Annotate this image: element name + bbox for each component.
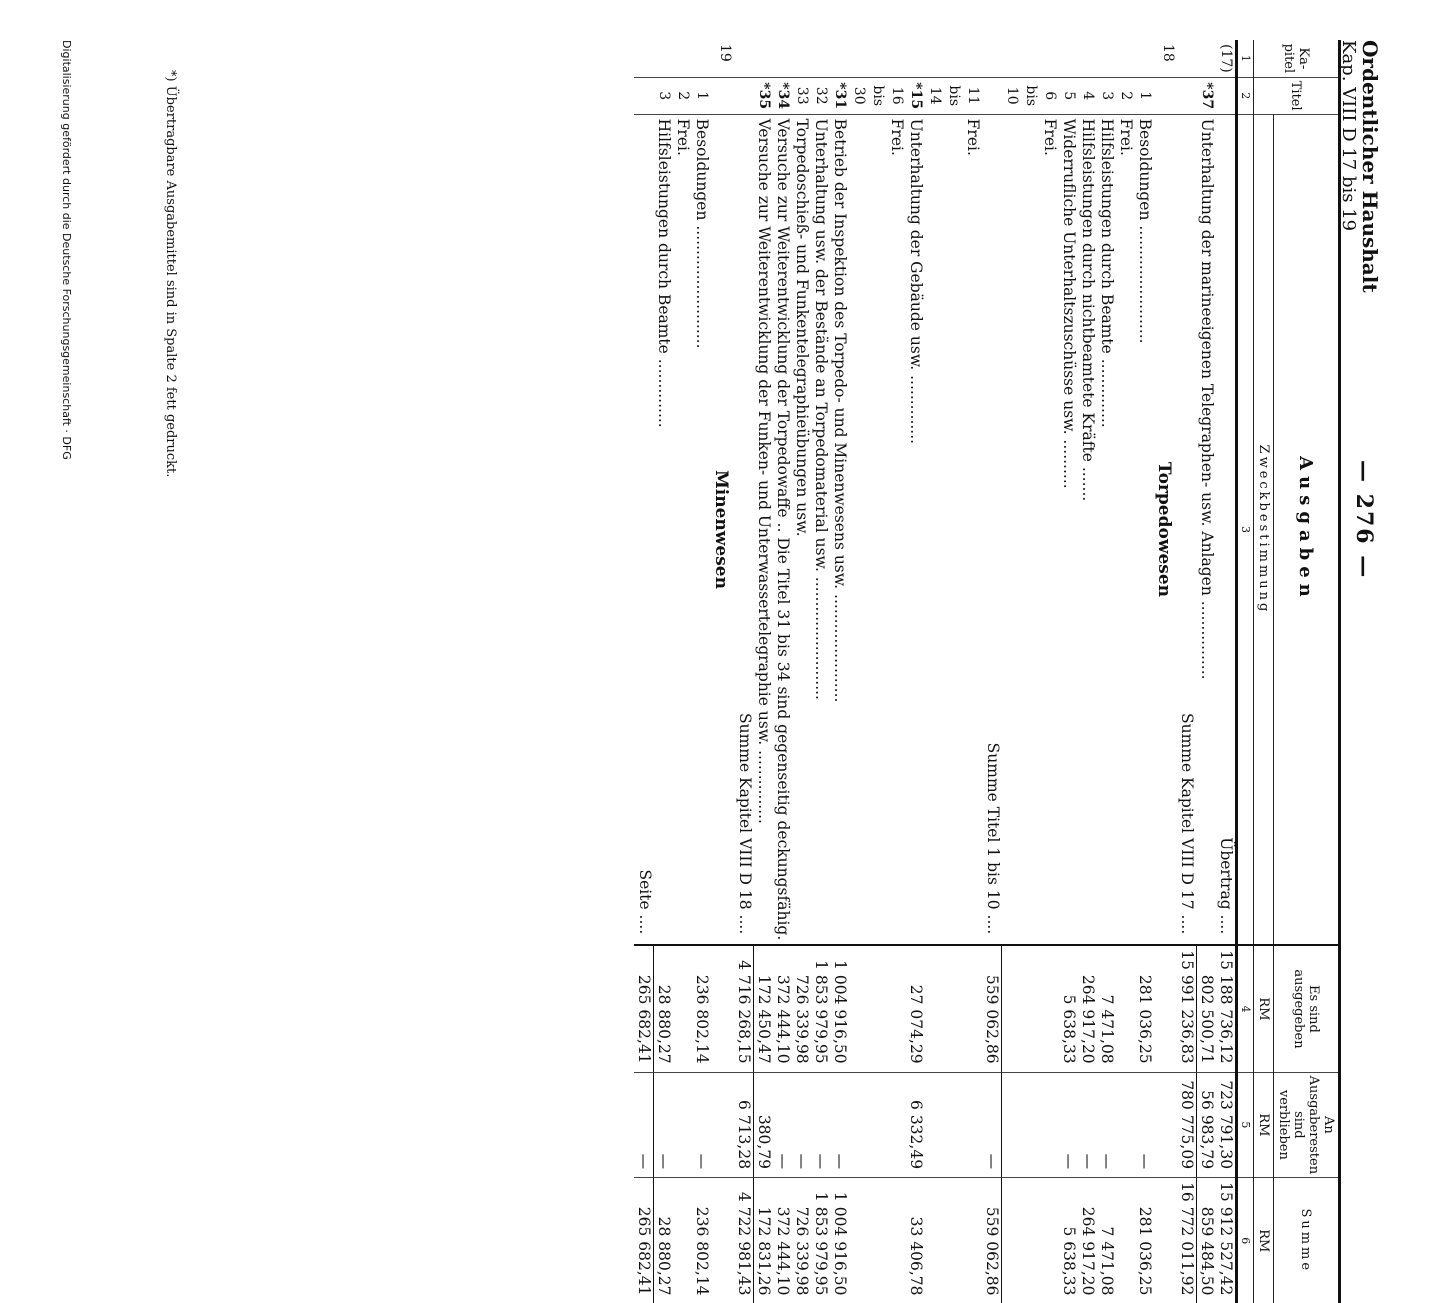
summe-cell: [712, 1178, 735, 1303]
ausgegeben-cell: 1 004 916,50: [831, 945, 850, 1072]
ausgabereste-cell: [1002, 1072, 1059, 1177]
kapitel-cell: [674, 40, 693, 77]
summe-cell: 859 484,50: [1197, 1178, 1217, 1303]
ausgegeben-cell: [1154, 945, 1177, 1072]
description-cell: Hilfsleistungen durch Beamte ..............: [654, 114, 674, 945]
table-row: [635, 40, 655, 1303]
description-cell: Summe Titel 1 bis 10 ....: [983, 114, 1003, 945]
budget-table: [635, 40, 1342, 1303]
ausgabereste-cell: 780 775,09: [1177, 1072, 1197, 1177]
summe-cell: 33 406,78: [907, 1178, 926, 1303]
document-header: [1337, 40, 1381, 293]
table-row: [674, 40, 693, 1303]
table-row: [654, 40, 674, 1303]
ausgabereste-cell: [926, 1072, 983, 1177]
ausgegeben-cell: [712, 945, 735, 1072]
description-cell: Widerrufliche Unterhaltszuschüsse usw. ..........: [1059, 114, 1078, 945]
kapitel-cell: [1116, 40, 1135, 77]
table-row: [1116, 40, 1135, 1303]
titel-cell: *35: [754, 77, 774, 114]
titel-cell: 3: [1097, 77, 1116, 114]
ausgegeben-cell: 372 444,10: [774, 945, 793, 1072]
summe-cell: 281 036,25: [1135, 1178, 1154, 1303]
description-cell: Unterhaltung der Gebäude usw. ..............: [907, 114, 926, 945]
unit-rm-6: RM: [1254, 1178, 1274, 1303]
rotated-document-page: [60, 40, 1383, 1296]
digitization-credit: Digitalisierung gefördert durch die Deutsche Forschungsgemeinschaft · DFG: [60, 40, 73, 460]
table-row: [735, 40, 755, 1303]
ausgabereste-cell: 6 713,28: [735, 1072, 755, 1177]
kapitel-cell: (17): [1218, 44, 1234, 73]
ausgabereste-cell: —: [774, 1072, 793, 1177]
titel-cell: 1: [1135, 77, 1154, 114]
table-row: [774, 40, 793, 1303]
kapitel-cell: [635, 40, 655, 77]
ausgegeben-cell: 559 062,86: [983, 945, 1003, 1072]
kapitel-cell: [1059, 40, 1078, 77]
titel-cell: [1177, 77, 1197, 114]
description-cell: Versuche zur Weiterentwicklung der Torpedowaffe .. Die Titel 31 bis 34 sind gegenseitig deckungsfähig.: [774, 114, 793, 945]
ausgabereste-cell: —: [983, 1072, 1003, 1177]
col-zweckbestimmung-header: Zweckbestimmung: [1254, 114, 1274, 945]
col-number-1: 1: [1237, 40, 1254, 77]
ausgegeben-cell: 236 802,14: [693, 945, 712, 1072]
summe-cell: 172 831,26: [754, 1178, 774, 1303]
titel-cell: [712, 77, 735, 114]
ausgegeben-cell: 15 991 236,83: [1177, 945, 1197, 1072]
titel-cell: *37: [1197, 77, 1217, 114]
table-row: [712, 40, 735, 1303]
col-kapitel-header: Ka-pitel: [1254, 40, 1340, 77]
titel-cell: *31: [831, 77, 850, 114]
description-cell: Unterhaltung der marineeigenen Telegraphen- usw. Anlagen ................: [1197, 114, 1217, 945]
description-cell: Frei.: [850, 114, 907, 945]
description-cell: Frei.: [1116, 114, 1135, 945]
table-row: [983, 40, 1003, 1303]
titel-cell: 32: [812, 77, 831, 114]
ausgegeben-cell: 265 682,41: [635, 945, 655, 1072]
description-cell: Besoldungen .........................: [693, 114, 712, 945]
description-cell: Unterhaltung usw. der Bestände an Torpedomaterial usw. .........................: [812, 114, 831, 945]
ausgabereste-cell: —: [812, 1072, 831, 1177]
ausgabereste-cell: —: [831, 1072, 850, 1177]
table-row: [1135, 40, 1154, 1303]
document-title: Ordentlicher Haushalt: [1358, 40, 1382, 293]
ausgabereste-cell: —: [793, 1072, 812, 1177]
summe-cell: 15 912 527,42: [1216, 1178, 1237, 1303]
table-row: [754, 40, 774, 1303]
ausgegeben-cell: 726 339,98: [793, 945, 812, 1072]
table-row: [1197, 40, 1217, 1303]
ausgabereste-cell: —: [1078, 1072, 1097, 1177]
kapitel-cell: [831, 40, 850, 77]
table-row: [831, 40, 850, 1303]
kapitel-cell: [1097, 40, 1116, 77]
summe-cell: 236 802,14: [693, 1178, 712, 1303]
table-row: [812, 40, 831, 1303]
ausgabereste-cell: [850, 1072, 907, 1177]
col-ausgaben-header: Ausgaben: [1274, 114, 1340, 945]
unit-rm-4: RM: [1254, 945, 1274, 1072]
table-row: [1059, 40, 1078, 1303]
ausgegeben-cell: [1002, 945, 1059, 1072]
ausgabereste-cell: [1116, 1072, 1135, 1177]
ausgabereste-cell: 6 332,49: [907, 1072, 926, 1177]
summe-cell: [674, 1178, 693, 1303]
table-row: [793, 40, 812, 1303]
kapitel-cell: [735, 40, 755, 77]
kapitel-cell: [1197, 40, 1217, 77]
table-row: [1216, 40, 1237, 1303]
titel-cell: 3: [654, 77, 674, 114]
kapitel-cell: [983, 40, 1003, 77]
titel-cell: [983, 77, 1003, 114]
description-cell: Hilfsleistungen durch nichtbeamtete Kräfte .......: [1078, 114, 1097, 945]
kapitel-cell: [654, 40, 674, 77]
description-cell: Torpedoschieß- und Funkentelegraphieübungen usw.: [793, 114, 812, 945]
summe-cell: [926, 1178, 983, 1303]
ausgabereste-cell: —: [1097, 1072, 1116, 1177]
table-row: [1097, 40, 1116, 1303]
summe-cell: 7 471,08: [1097, 1178, 1116, 1303]
ausgabereste-cell: [712, 1072, 735, 1177]
titel-cell: 11 bis 14: [926, 77, 983, 114]
titel-cell: 2: [1116, 77, 1135, 114]
kapitel-cell: [907, 40, 926, 77]
titel-cell: 1: [693, 77, 712, 114]
table-row: [1002, 40, 1059, 1303]
budget-table-body: [635, 40, 1237, 1303]
col-number-5: 5: [1237, 1072, 1254, 1177]
titel-cell: [735, 77, 755, 114]
ausgegeben-cell: 4 716 268,15: [735, 945, 755, 1072]
col-titel-header: Titel: [1254, 77, 1340, 114]
ausgabereste-cell: [1154, 1072, 1177, 1177]
titel-cell: 6 bis 10: [1002, 77, 1059, 114]
ausgegeben-cell: 1 853 979,95: [812, 945, 831, 1072]
description-cell: Seite ....: [635, 114, 655, 945]
ausgabereste-cell: —: [654, 1072, 674, 1177]
description-cell: Versuche zur Weiterentwicklung der Funken- und Unterwassertelegraphie usw. ...............: [754, 114, 774, 945]
ausgabereste-cell: [674, 1072, 693, 1177]
titel-cell: 4: [1078, 77, 1097, 114]
kapitel-cell: [926, 40, 983, 77]
summe-cell: 372 444,10: [774, 1178, 793, 1303]
page-number: — 276 —: [1351, 460, 1377, 580]
summe-cell: 16 772 011,92: [1177, 1178, 1197, 1303]
titel-cell: [1154, 77, 1177, 114]
description-cell: Frei.: [926, 114, 983, 945]
ausgegeben-cell: 27 074,29: [907, 945, 926, 1072]
ausgegeben-cell: 802 500,71: [1197, 945, 1217, 1072]
kapitel-cell: [1135, 40, 1154, 77]
ausgegeben-cell: 172 450,47: [754, 945, 774, 1072]
kapitel-cell: 19: [717, 44, 734, 62]
kapitel-cell: [693, 40, 712, 77]
summe-cell: 264 917,20: [1078, 1178, 1097, 1303]
description-cell: Summe Kapitel VIII D 17 ....: [1177, 114, 1197, 945]
summe-cell: 4 722 981,43: [735, 1178, 755, 1303]
summe-cell: 265 682,41: [635, 1178, 655, 1303]
description-cell: Hilfsleistungen durch Beamte ..............: [1097, 114, 1116, 945]
document-subtitle: Kap. VIII D 17 bis 19: [1338, 40, 1359, 232]
titel-cell: 5: [1059, 77, 1078, 114]
titel-cell: [1216, 77, 1237, 114]
summe-cell: 1 853 979,95: [812, 1178, 831, 1303]
titel-cell: [635, 77, 655, 114]
ausgegeben-cell: 28 880,27: [654, 945, 674, 1072]
ausgegeben-cell: [850, 945, 907, 1072]
col-number-3: 3: [1237, 114, 1254, 945]
table-row: [850, 40, 907, 1303]
ausgabereste-cell: —: [1135, 1072, 1154, 1177]
col-number-6: 6: [1237, 1178, 1254, 1303]
kapitel-cell: [1002, 40, 1059, 77]
ausgegeben-cell: 15 188 736,12: [1216, 945, 1237, 1072]
ausgegeben-cell: 7 471,08: [1097, 945, 1116, 1072]
col-number-2: 2: [1237, 77, 1254, 114]
kapitel-cell: [850, 40, 907, 77]
footnote: *) Übertragbare Ausgabemittel sind in Spalte 2 fett gedruckt.: [163, 70, 178, 478]
summe-cell: 559 062,86: [983, 1178, 1003, 1303]
ausgegeben-cell: 264 917,20: [1078, 945, 1097, 1072]
kapitel-cell: 18: [1160, 44, 1176, 62]
titel-cell: *34: [774, 77, 793, 114]
ausgabereste-cell: —: [635, 1072, 655, 1177]
summe-cell: [1116, 1178, 1135, 1303]
table-row: [907, 40, 926, 1303]
kapitel-cell: [812, 40, 831, 77]
kapitel-cell: [793, 40, 812, 77]
table-row: [1078, 40, 1097, 1303]
ausgegeben-cell: 281 036,25: [1135, 945, 1154, 1072]
kapitel-cell: [1177, 40, 1197, 77]
ausgegeben-cell: [674, 945, 693, 1072]
summe-cell: 1 004 916,50: [831, 1178, 850, 1303]
ausgabereste-cell: 380,79: [754, 1072, 774, 1177]
titel-cell: 2: [674, 77, 693, 114]
ausgegeben-cell: [926, 945, 983, 1072]
ausgabereste-cell: —: [693, 1072, 712, 1177]
ausgegeben-cell: [1116, 945, 1135, 1072]
kapitel-cell: [774, 40, 793, 77]
titel-cell: *15: [907, 77, 926, 114]
titel-cell: 16 bis 30: [850, 77, 907, 114]
col-ausgabereste-header: An Ausgaberesten sind verblieben: [1274, 1072, 1340, 1177]
summe-cell: 726 339,98: [793, 1178, 812, 1303]
ausgegeben-cell: 5 638,33: [1059, 945, 1078, 1072]
description-cell: Übertrag ....: [1216, 114, 1237, 945]
ausgabereste-cell: —: [1059, 1072, 1078, 1177]
summe-cell: [1002, 1178, 1059, 1303]
summe-cell: [850, 1178, 907, 1303]
description-cell: Frei.: [1002, 114, 1059, 945]
summe-cell: 5 638,33: [1059, 1178, 1078, 1303]
description-cell: Besoldungen ........................: [1135, 114, 1154, 945]
summe-cell: 28 880,27: [654, 1178, 674, 1303]
col-summe-header: Summe: [1274, 1178, 1340, 1303]
table-row: [1154, 40, 1177, 1303]
description-cell: Torpedowesen: [1154, 114, 1177, 945]
kapitel-cell: [754, 40, 774, 77]
summe-cell: [1154, 1178, 1177, 1303]
col-number-4: 4: [1237, 945, 1254, 1072]
ausgabereste-cell: 56 983,79: [1197, 1072, 1217, 1177]
description-cell: Summe Kapitel VIII D 18 ....: [735, 114, 755, 945]
description-cell: Minenwesen: [712, 114, 735, 945]
table-row: [1177, 40, 1197, 1303]
description-cell: Betrieb der Inspektion des Torpedo- und Minenwesens usw. ......................: [831, 114, 850, 945]
col-ausgegeben-header: Es sind ausgegeben: [1274, 945, 1340, 1072]
titel-cell: 33: [793, 77, 812, 114]
ausgabereste-cell: 723 791,30: [1216, 1072, 1237, 1177]
description-cell: Frei.: [674, 114, 693, 945]
unit-rm-5: RM: [1254, 1072, 1274, 1177]
kapitel-cell: [1078, 40, 1097, 77]
table-row: [693, 40, 712, 1303]
table-row: [926, 40, 983, 1303]
